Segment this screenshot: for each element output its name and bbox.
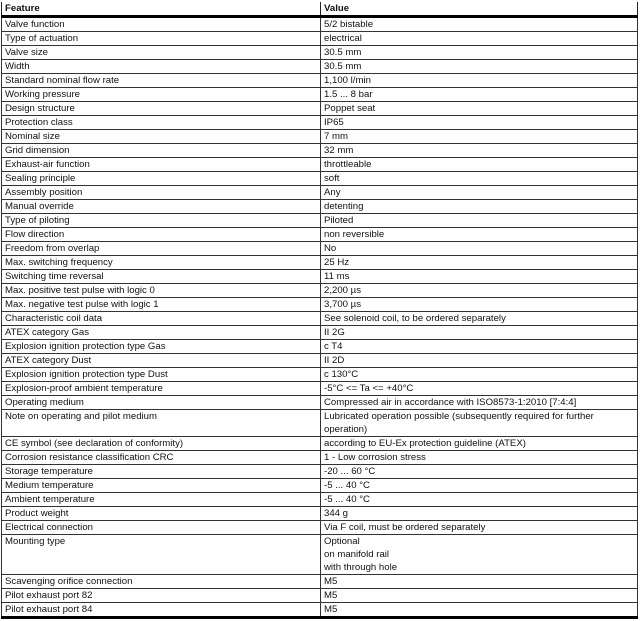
value-cell [321,284,638,298]
table-row [2,493,638,507]
value-cell [321,74,638,88]
table-row [2,74,638,88]
value-line: 344 g [324,508,349,519]
table-row [2,214,638,228]
value-cell [321,158,638,172]
table-row [2,465,638,479]
feature-cell: Product weight [2,507,321,521]
value-cell [321,354,638,368]
value-line: 3,700 µs [324,299,361,310]
feature-cell: Assembly position [2,186,321,200]
feature-cell: ATEX category Gas [2,326,321,340]
value-cell [321,575,638,589]
value-line: See solenoid coil, to be ordered separately [324,313,506,324]
feature-cell: Explosion-proof ambient temperature [2,382,321,396]
value-line: Optional [324,536,360,547]
feature-cell: Standard nominal flow rate [2,74,321,88]
feature-cell: Max. negative test pulse with logic 1 [2,298,321,312]
value-cell [321,340,638,354]
value-cell [321,410,638,437]
value-line: electrical [324,33,362,44]
value-line: Piloted [324,215,354,226]
table-row [2,158,638,172]
value-line: M5 [324,576,338,587]
feature-cell: Type of piloting [2,214,321,228]
feature-cell: Design structure [2,102,321,116]
feature-cell: Corrosion resistance classification CRC [2,451,321,465]
feature-cell: Medium temperature [2,479,321,493]
feature-cell: Valve function [2,17,321,32]
value-cell [321,270,638,284]
table-row [2,32,638,46]
feature-cell: Switching time reversal [2,270,321,284]
feature-cell: Valve size [2,46,321,60]
feature-cell: Freedom from overlap [2,242,321,256]
value-line: with through hole [324,562,398,573]
table-row [2,589,638,603]
value-line: 1 - Low corrosion stress [324,452,426,463]
value-cell [321,130,638,144]
value-line: M5 [324,590,338,601]
table-row [2,479,638,493]
table-row [2,186,638,200]
feature-cell: Manual override [2,200,321,214]
value-cell [321,382,638,396]
feature-cell: CE symbol (see declaration of conformity) [2,437,321,451]
feature-cell: Scavenging orifice connection [2,575,321,589]
table-row [2,575,638,589]
feature-cell: Flow direction [2,228,321,242]
feature-cell: Exhaust-air function [2,158,321,172]
feature-cell: Pilot exhaust port 84 [2,603,321,618]
value-line: Via F coil, must be ordered separately [324,522,486,533]
table-row [2,603,638,618]
value-cell [321,242,638,256]
value-cell [321,186,638,200]
table-row [2,521,638,535]
value-line: -5°C <= Ta <= +40°C [324,383,414,394]
feature-cell: Note on operating and pilot medium [2,410,321,437]
value-cell [321,368,638,382]
feature-cell: Type of actuation [2,32,321,46]
value-line: -5 ... 40 °C [324,480,370,491]
value-cell [321,256,638,270]
table-row [2,451,638,465]
table-row [2,116,638,130]
value-line: operation) [324,424,368,435]
value-line: 1,100 l/min [324,75,371,86]
value-cell [321,603,638,618]
table-row [2,340,638,354]
table-row [2,535,638,575]
table-row [2,256,638,270]
value-cell [321,312,638,326]
value-cell [321,589,638,603]
table-row [2,354,638,368]
table-row [2,368,638,382]
value-cell [321,493,638,507]
value-line: II 2D [324,355,345,366]
feature-cell: Electrical connection [2,521,321,535]
value-cell [321,521,638,535]
value-line: Lubricated operation possible (subsequently required for further [324,411,594,422]
table-row [2,242,638,256]
value-line: Any [324,187,341,198]
table-row [2,270,638,284]
feature-cell: Pilot exhaust port 82 [2,589,321,603]
feature-cell: Storage temperature [2,465,321,479]
value-line: 30.5 mm [324,61,362,72]
feature-cell: Ambient temperature [2,493,321,507]
value-cell [321,172,638,186]
value-cell [321,396,638,410]
feature-cell: Nominal size [2,130,321,144]
value-cell [321,200,638,214]
value-cell [321,32,638,46]
value-cell [321,465,638,479]
feature-cell: ATEX category Dust [2,354,321,368]
value-line: IP65 [324,117,344,128]
header-row [2,2,638,17]
value-cell [321,102,638,116]
table-row [2,410,638,437]
value-line: detenting [324,201,364,212]
feature-cell: Operating medium [2,396,321,410]
value-line: 5/2 bistable [324,19,374,30]
value-line: c T4 [324,341,343,352]
feature-cell: Max. switching frequency [2,256,321,270]
value-line: non reversible [324,229,385,240]
value-cell [321,116,638,130]
table-row [2,130,638,144]
value-cell [321,88,638,102]
table-row [2,396,638,410]
feature-cell: Protection class [2,116,321,130]
feature-cell: Characteristic coil data [2,312,321,326]
table-row [2,200,638,214]
value-line: Poppet seat [324,103,376,114]
table-row [2,284,638,298]
value-line: soft [324,173,340,184]
table-row [2,507,638,521]
feature-cell: Explosion ignition protection type Dust [2,368,321,382]
table-row [2,46,638,60]
value-cell [321,46,638,60]
value-line: 7 mm [324,131,348,142]
table-row [2,437,638,451]
header-value: Value [321,2,638,17]
value-line: Compressed air in accordance with ISO8573-1:2010 [7:4:4] [324,397,577,408]
table-row [2,144,638,158]
value-line: M5 [324,604,338,615]
value-cell [321,451,638,465]
value-line: II 2G [324,327,345,338]
value-cell [321,535,638,575]
feature-cell: Mounting type [2,535,321,575]
value-line: throttleable [324,159,372,170]
value-cell [321,144,638,158]
value-cell [321,326,638,340]
value-cell [321,228,638,242]
value-line: 30.5 mm [324,47,362,58]
value-line: on manifold rail [324,549,390,560]
value-cell [321,479,638,493]
feature-cell: Width [2,60,321,74]
feature-cell: Sealing principle [2,172,321,186]
table-row [2,17,638,32]
table-row [2,228,638,242]
value-line: 32 mm [324,145,354,156]
table-row [2,326,638,340]
table-row [2,88,638,102]
table-row [2,312,638,326]
feature-cell: Working pressure [2,88,321,102]
value-line: 2,200 µs [324,285,361,296]
value-cell [321,507,638,521]
value-cell [321,214,638,228]
value-line: 25 Hz [324,257,350,268]
table-row [2,172,638,186]
value-line: c 130°C [324,369,359,380]
table-row [2,382,638,396]
spec-table [1,2,638,619]
value-line: according to EU-Ex protection guideline (ATEX) [324,438,526,449]
value-line: No [324,243,337,254]
feature-cell: Explosion ignition protection type Gas [2,340,321,354]
table-row [2,60,638,74]
value-line: -5 ... 40 °C [324,494,370,505]
header-feature: Feature [2,2,321,17]
feature-cell: Max. positive test pulse with logic 0 [2,284,321,298]
value-cell [321,298,638,312]
value-cell [321,60,638,74]
value-line: 11 ms [324,271,350,282]
value-cell [321,17,638,32]
table-row [2,298,638,312]
value-cell [321,437,638,451]
spec-table-body [2,17,638,618]
table-row [2,102,638,116]
value-line: 1.5 ... 8 bar [324,89,373,100]
feature-cell: Grid dimension [2,144,321,158]
value-line: -20 ... 60 °C [324,466,376,477]
